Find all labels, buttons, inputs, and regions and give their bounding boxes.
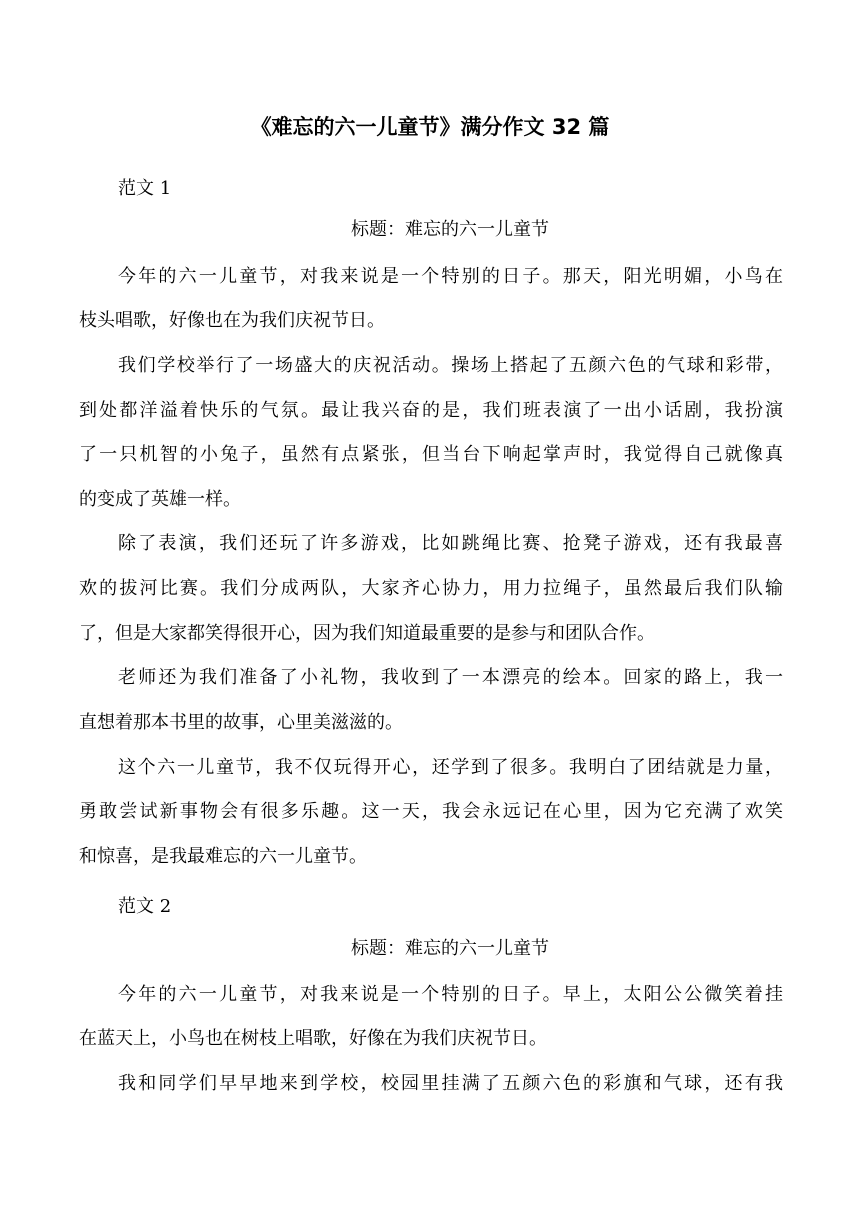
paragraph-line: 今年的六一儿童节，对我来说是一个特别的日子。早上，太阳公公微笑着挂 (118, 984, 783, 1005)
paragraph-line: 枝头唱歌，好像也在为我们庆祝节日。 (79, 310, 385, 331)
paragraph-line: 了，但是大家都笑得很开心，因为我们知道最重要的是参与和团队合作。 (79, 623, 655, 644)
paragraph-line: 这个六一儿童节，我不仅玩得开心，还学到了很多。我明白了团结就是力量， (118, 757, 783, 778)
paragraph-line: 了一只机智的小兔子，虽然有点紧张，但当台下响起掌声时，我觉得自己就像真 (79, 444, 783, 465)
essay-label: 范文 1 (118, 178, 172, 199)
essay-subtitle: 标题：难忘的六一儿童节 (351, 219, 549, 240)
paragraph-line: 除了表演，我们还玩了许多游戏，比如跳绳比赛、抢凳子游戏，还有我最喜 (118, 533, 783, 554)
paragraph-line: 的变成了英雄一样。 (79, 489, 241, 510)
paragraph-line: 和惊喜，是我最难忘的六一儿童节。 (79, 846, 367, 867)
paragraph-line: 到处都洋溢着快乐的气氛。最让我兴奋的是，我们班表演了一出小话剧，我扮演 (79, 400, 783, 421)
document-title: 《难忘的六一儿童节》满分作文 32 篇 (250, 115, 610, 139)
paragraph-line: 老师还为我们准备了小礼物，我收到了一本漂亮的绘本。回家的路上，我一 (118, 667, 783, 688)
paragraph-line: 今年的六一儿童节，对我来说是一个特别的日子。那天，阳光明媚，小鸟在 (118, 266, 783, 287)
essay-subtitle: 标题：难忘的六一儿童节 (351, 938, 549, 959)
paragraph-line: 我们学校举行了一场盛大的庆祝活动。操场上搭起了五颜六色的气球和彩带， (118, 355, 783, 376)
paragraph-line: 勇敢尝试新事物会有很多乐趣。这一天，我会永远记在心里，因为它充满了欢笑 (79, 801, 783, 822)
paragraph-line: 在蓝天上，小鸟也在树枝上唱歌，好像在为我们庆祝节日。 (79, 1028, 547, 1049)
paragraph-line: 欢的拔河比赛。我们分成两队，大家齐心协力，用力拉绳子，虽然最后我们队输 (79, 578, 783, 599)
paragraph-line: 我和同学们早早地来到学校，校园里挂满了五颜六色的彩旗和气球，还有我 (118, 1073, 783, 1094)
paragraph-line: 直想着那本书里的故事，心里美滋滋的。 (79, 712, 403, 733)
essay-label: 范文 2 (118, 896, 172, 917)
